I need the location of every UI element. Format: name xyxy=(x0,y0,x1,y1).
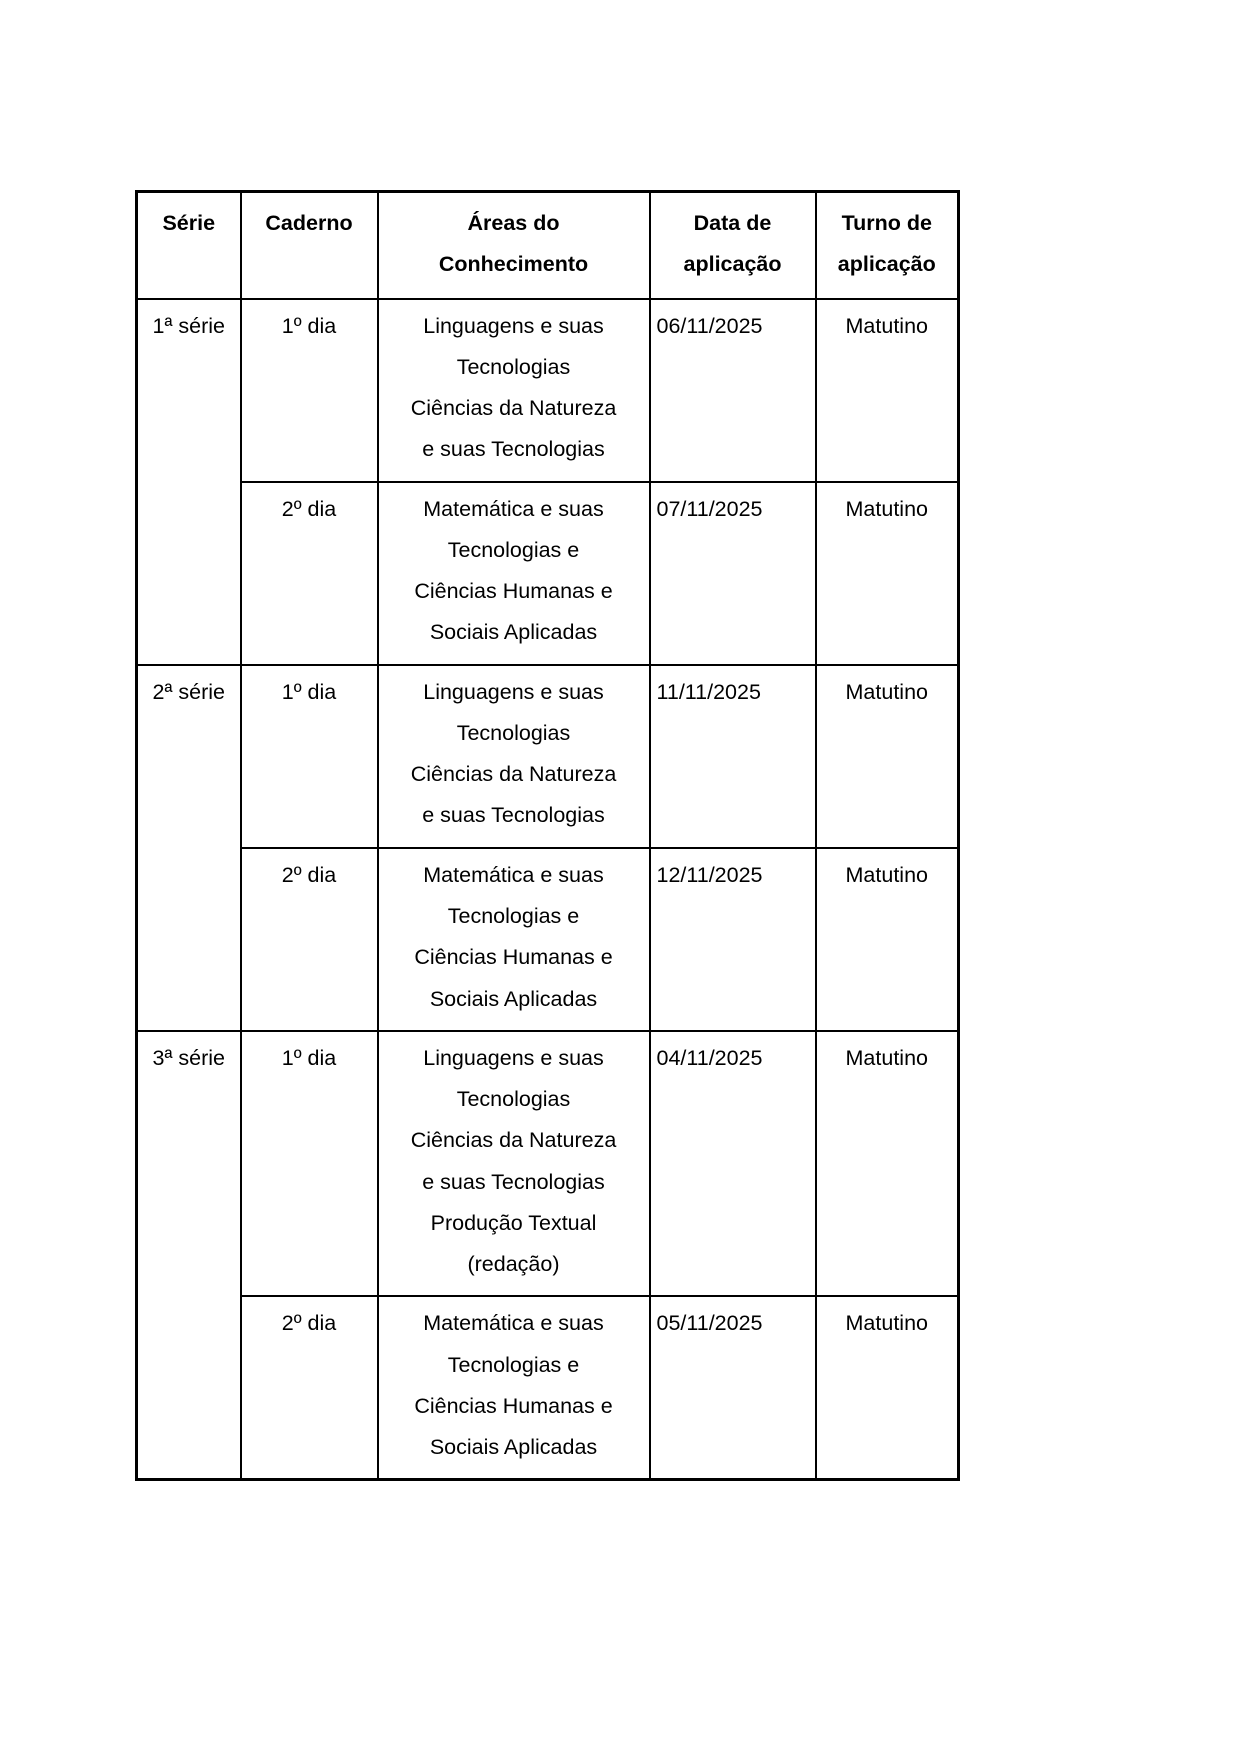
caderno-label: 1º dia xyxy=(281,313,337,338)
areas-line: e suas Tecnologias xyxy=(422,1169,605,1194)
areas-line: Sociais Aplicadas xyxy=(429,986,598,1011)
areas-line: Produção Textual xyxy=(430,1210,597,1235)
areas-line: Linguagens e suas xyxy=(423,679,604,704)
areas-line: Sociais Aplicadas xyxy=(429,620,598,645)
areas-line: e suas Tecnologias xyxy=(422,803,605,828)
turno-label: Matutino xyxy=(845,1311,928,1336)
caderno-label: 1º dia xyxy=(281,679,337,704)
table-row xyxy=(137,665,959,848)
cell-areas xyxy=(378,482,650,665)
cell-turno xyxy=(816,665,959,848)
cell-data xyxy=(650,665,816,848)
column-header-data-line-1: Data de xyxy=(693,211,772,235)
areas-line: Tecnologias xyxy=(456,720,571,745)
cell-caderno xyxy=(241,1296,378,1480)
areas-line: e suas Tecnologias xyxy=(422,437,605,462)
turno-label: Matutino xyxy=(845,1045,928,1070)
cell-turno xyxy=(816,1031,959,1297)
areas-line: Tecnologias xyxy=(456,1087,571,1112)
cell-serie xyxy=(137,1031,241,1480)
cell-data xyxy=(650,1031,816,1297)
areas-line: Tecnologias e xyxy=(447,1352,580,1377)
serie-label: 2ª série xyxy=(152,679,225,704)
turno-label: Matutino xyxy=(845,862,928,887)
cell-caderno xyxy=(241,665,378,848)
serie-label: 1ª série xyxy=(152,313,225,338)
turno-label: Matutino xyxy=(845,496,928,521)
table-row xyxy=(137,299,959,482)
table-row xyxy=(137,848,959,1031)
column-header-turno-line-1: Turno de xyxy=(841,211,932,235)
table-header-row xyxy=(137,192,959,299)
data-label: 12/11/2025 xyxy=(656,862,763,887)
column-header-areas xyxy=(378,192,650,299)
caderno-label: 2º dia xyxy=(281,862,337,887)
column-header-data xyxy=(650,192,816,299)
cell-turno xyxy=(816,299,959,482)
cell-turno xyxy=(816,482,959,665)
areas-line: Tecnologias xyxy=(456,354,571,379)
areas-line: Ciências da Natureza xyxy=(410,1128,617,1153)
serie-label: 3ª série xyxy=(152,1045,225,1070)
areas-line: Linguagens e suas xyxy=(423,313,604,338)
turno-label: Matutino xyxy=(845,313,928,338)
data-label: 05/11/2025 xyxy=(656,1311,763,1336)
areas-line: Ciências da Natureza xyxy=(410,762,617,787)
schedule-table-container xyxy=(135,190,957,1481)
column-header-areas-line-1: Áreas do xyxy=(467,211,560,235)
cell-turno xyxy=(816,848,959,1031)
column-header-caderno xyxy=(241,192,378,299)
cell-areas xyxy=(378,665,650,848)
areas-line: Ciências da Natureza xyxy=(410,396,617,421)
caderno-label: 2º dia xyxy=(281,1311,337,1336)
table-body xyxy=(137,299,959,1480)
cell-data xyxy=(650,482,816,665)
cell-areas xyxy=(378,299,650,482)
cell-data xyxy=(650,1296,816,1480)
column-header-serie-line-1: Série xyxy=(162,211,216,235)
areas-line: Matemática e suas xyxy=(423,862,604,887)
areas-line: Sociais Aplicadas xyxy=(429,1435,598,1460)
areas-line: Matemática e suas xyxy=(423,496,604,521)
data-label: 04/11/2025 xyxy=(656,1045,763,1070)
areas-line: (redação) xyxy=(467,1252,560,1277)
caderno-label: 1º dia xyxy=(281,1045,337,1070)
table-header xyxy=(137,192,959,299)
cell-serie xyxy=(137,299,241,665)
areas-line: Matemática e suas xyxy=(423,1311,604,1336)
cell-caderno xyxy=(241,299,378,482)
cell-caderno xyxy=(241,848,378,1031)
areas-line: Tecnologias e xyxy=(447,537,580,562)
cell-data xyxy=(650,299,816,482)
data-label: 07/11/2025 xyxy=(656,496,763,521)
column-header-data-line-2: aplicação xyxy=(683,252,782,277)
column-header-caderno-line-1: Caderno xyxy=(265,211,353,235)
column-header-turno xyxy=(816,192,959,299)
data-label: 11/11/2025 xyxy=(656,679,761,704)
table-row xyxy=(137,1296,959,1480)
column-header-areas-line-2: Conhecimento xyxy=(438,252,589,277)
cell-data xyxy=(650,848,816,1031)
cell-areas xyxy=(378,1296,650,1480)
areas-line: Ciências Humanas e xyxy=(414,579,613,604)
table-row xyxy=(137,482,959,665)
table-row xyxy=(137,1031,959,1297)
areas-line: Tecnologias e xyxy=(447,903,580,928)
turno-label: Matutino xyxy=(845,679,928,704)
caderno-label: 2º dia xyxy=(281,496,337,521)
cell-areas xyxy=(378,1031,650,1297)
areas-line: Ciências Humanas e xyxy=(414,945,613,970)
column-header-turno-line-2: aplicação xyxy=(837,252,936,277)
column-header-serie xyxy=(137,192,241,299)
exam-schedule-table xyxy=(135,190,960,1481)
areas-line: Linguagens e suas xyxy=(423,1045,604,1070)
cell-areas xyxy=(378,848,650,1031)
data-label: 06/11/2025 xyxy=(656,313,763,338)
cell-caderno xyxy=(241,1031,378,1297)
cell-turno xyxy=(816,1296,959,1480)
cell-caderno xyxy=(241,482,378,665)
cell-serie xyxy=(137,665,241,1031)
areas-line: Ciências Humanas e xyxy=(414,1393,613,1418)
